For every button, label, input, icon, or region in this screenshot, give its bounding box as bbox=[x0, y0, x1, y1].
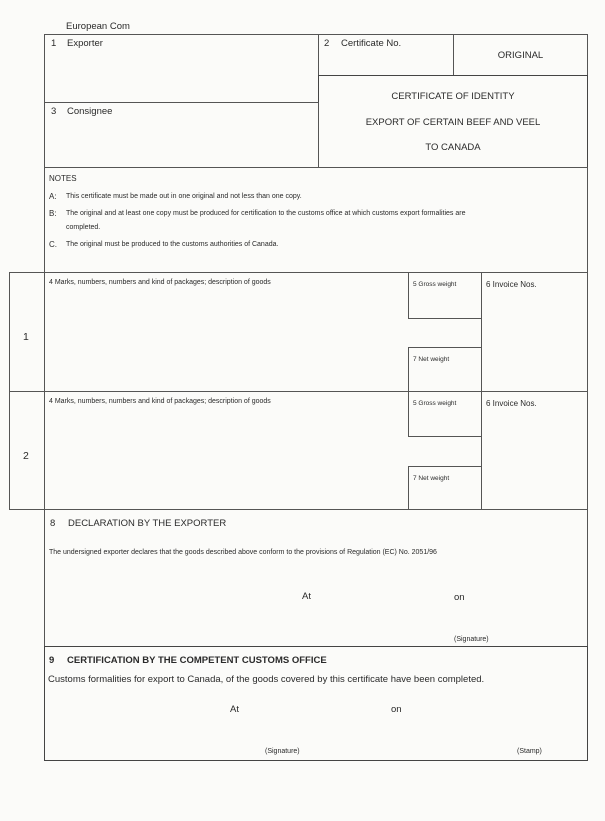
goods-row-1 bbox=[9, 272, 588, 392]
declaration-number: 8 bbox=[50, 518, 56, 529]
certification-signature-label: (Signature) bbox=[265, 748, 300, 755]
gross-weight-label: 5 Gross weight bbox=[413, 400, 457, 407]
copy-type-label: ORIGINAL bbox=[497, 50, 544, 61]
certification-at-label: At bbox=[230, 704, 239, 715]
note-b-text-cont: completed. bbox=[66, 224, 101, 231]
notes-heading: NOTES bbox=[49, 174, 77, 183]
invoice-numbers-label: 6 Invoice Nos. bbox=[486, 399, 537, 408]
declaration-at-label: At bbox=[302, 591, 311, 602]
title-line-3: TO CANADA bbox=[425, 142, 481, 153]
certification-heading: CERTIFICATION BY THE COMPETENT CUSTOMS OFFICE bbox=[67, 655, 327, 666]
consignee-number: 3 bbox=[51, 106, 57, 117]
declaration-heading: DECLARATION BY THE EXPORTER bbox=[68, 518, 227, 529]
certificate-number-field[interactable] bbox=[318, 34, 454, 76]
declaration-text: The undersigned exporter declares that the goods described above conform to the provisions of Regulation (EC) No. 2051/96 bbox=[49, 549, 437, 556]
gross-weight-field[interactable] bbox=[408, 391, 482, 437]
copy-type-box bbox=[453, 34, 588, 76]
note-a-key: A: bbox=[49, 192, 57, 201]
note-a-text: This certificate must be made out in one original and not less than one copy. bbox=[66, 193, 302, 200]
note-b-key: B: bbox=[49, 209, 57, 218]
exporter-field[interactable] bbox=[44, 34, 319, 103]
certificate-number-num: 2 bbox=[324, 38, 330, 49]
exporter-number: 1 bbox=[51, 38, 57, 49]
net-weight-label: 7 Net weight bbox=[413, 356, 450, 363]
row-number-cell bbox=[10, 273, 45, 391]
certification-number: 9 bbox=[49, 655, 55, 666]
note-c-key: C. bbox=[49, 240, 57, 249]
note-b-text: The original and at least one copy must be produced for certification to the customs office at which customs export formalities are bbox=[66, 210, 466, 217]
net-weight-label: 7 Net weight bbox=[413, 475, 450, 482]
notes-section bbox=[44, 167, 588, 273]
consignee-label: Consignee bbox=[67, 106, 113, 117]
title-line-2: EXPORT OF CERTAIN BEEF AND VEEL bbox=[365, 117, 541, 128]
invoice-numbers-field[interactable] bbox=[481, 273, 588, 391]
certificate-number-label: Certificate No. bbox=[341, 38, 402, 49]
note-c-text: The original must be produced to the customs authorities of Canada. bbox=[66, 241, 279, 248]
invoice-numbers-label: 6 Invoice Nos. bbox=[486, 280, 537, 289]
goods-row-2 bbox=[9, 391, 588, 510]
invoice-numbers-field[interactable] bbox=[481, 392, 588, 509]
row-number: 2 bbox=[23, 450, 29, 462]
exporter-declaration-section bbox=[44, 509, 588, 647]
certification-text: Customs formalities for export to Canada, of the goods covered by this certificate have been completed. bbox=[48, 674, 485, 685]
goods-description-label: 4 Marks, numbers, numbers and kind of packages; description of goods bbox=[49, 279, 271, 286]
issuer-name: European Com bbox=[66, 21, 130, 32]
net-weight-field[interactable] bbox=[408, 347, 482, 392]
gross-weight-field[interactable] bbox=[408, 272, 482, 319]
row-number-cell bbox=[10, 392, 45, 509]
certification-on-label: on bbox=[391, 704, 402, 715]
net-weight-field[interactable] bbox=[408, 466, 482, 510]
goods-description-field[interactable] bbox=[45, 273, 409, 391]
title-line-1: CERTIFICATE OF IDENTITY bbox=[391, 91, 515, 102]
certificate-title-box bbox=[318, 75, 588, 168]
exporter-label: Exporter bbox=[67, 38, 103, 49]
declaration-on-label: on bbox=[454, 592, 465, 603]
customs-certification-section bbox=[44, 646, 588, 761]
declaration-signature-label: (Signature) bbox=[454, 636, 489, 643]
gross-weight-label: 5 Gross weight bbox=[413, 281, 457, 288]
consignee-field[interactable] bbox=[44, 102, 319, 168]
certification-stamp-label: (Stamp) bbox=[517, 748, 542, 755]
row-number: 1 bbox=[23, 331, 29, 343]
goods-description-label: 4 Marks, numbers, numbers and kind of packages; description of goods bbox=[49, 398, 271, 405]
goods-description-field[interactable] bbox=[45, 392, 409, 509]
